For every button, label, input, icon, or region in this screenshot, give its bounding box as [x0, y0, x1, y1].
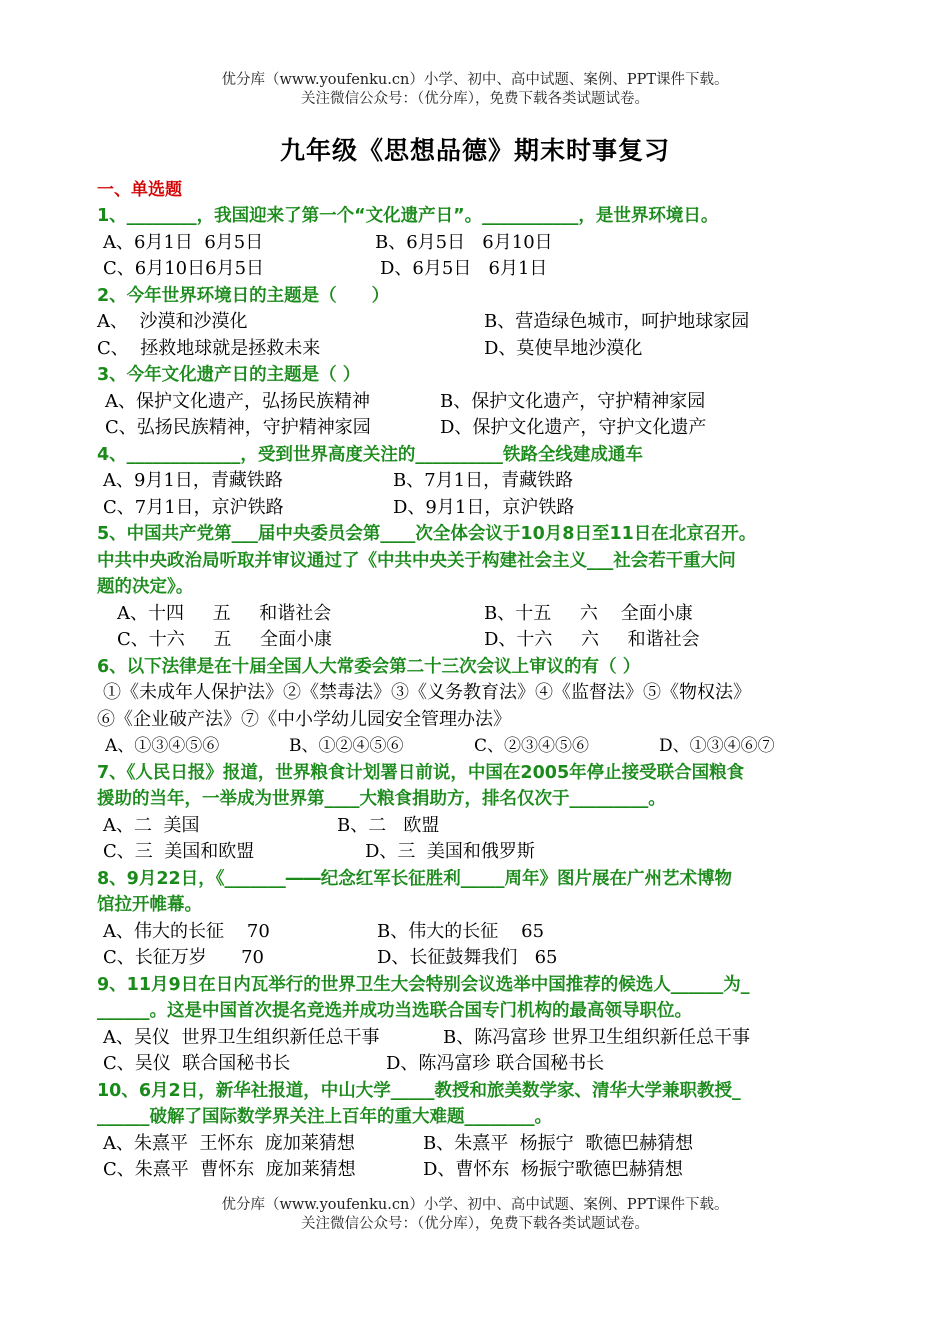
question-stem: 1、________，我国迎来了第一个“文化遗产日”。___________，是世界环境日。 — [97, 206, 719, 226]
question-list — [97, 177, 867, 1184]
option-a: A、十四 五 和谐社会 — [117, 602, 332, 624]
section-heading: 一、单选题 — [97, 180, 182, 200]
question-stem: 6、以下法律是在十届全国人大常委会第二十三次会议上审议的有（ ） — [97, 656, 641, 677]
option-b: B、营造绿色城市，呵护地球家园 — [484, 311, 750, 332]
option-c: C、7月1日，京沪铁路 — [103, 496, 284, 518]
option-c: C、6月10日6月5日 — [103, 258, 265, 279]
option-d: D、莫使旱地沙漠化 — [484, 337, 643, 359]
option-d: D、保护文化遗产，守护文化遗产 — [440, 417, 707, 438]
question-stem: 3、今年文化遗产日的主题是（ ） — [97, 365, 361, 385]
question-5 — [97, 521, 867, 654]
option-a: A、保护文化遗产，弘扬民族精神 — [105, 390, 370, 412]
option-c: C、 拯救地球就是拯救未来 — [97, 337, 321, 359]
question-stem-cont: 题的决定》。 — [97, 577, 194, 597]
option-b: B、伟大的长征 65 — [377, 920, 545, 942]
option-d: D、6月5日 6月1日 — [380, 258, 548, 279]
question-9 — [97, 972, 867, 1078]
question-stem: 8、9月22日，《_______――纪念红军长征胜利_____周年》图片展在广州艺术博物 — [97, 868, 732, 889]
footer-line-1: 优分库（www.youfenku.cn）小学、初中、高中试题、案例、PPT课件下载。 — [221, 1197, 729, 1213]
option-b: B、6月5日 6月10日 — [375, 231, 553, 253]
question-stem-cont: ______破解了国际数学界关注上百年的重大难题________。 — [97, 1107, 552, 1127]
question-4 — [97, 442, 867, 522]
header-line-2: 关注微信公众号：（优分库），免费下载各类试题试卷。 — [301, 91, 649, 107]
option-d: D、十六 六 和谐社会 — [484, 629, 700, 650]
question-stem: 9、11月9日在日内瓦举行的世界卫生大会特别会议选举中国推荐的候选人______为_ — [97, 974, 750, 995]
question-stem: 5、中国共产党第___届中央委员会第____次全体会议于10月8日至11日在北京召开。 — [97, 524, 757, 544]
question-7 — [97, 760, 867, 866]
law-list-line-1: ①《未成年人保护法》②《禁毒法》③《义务教育法》④《监督法》⑤《物权法》 — [103, 682, 751, 703]
question-2 — [97, 283, 867, 363]
option-d: D、①③④⑥⑦ — [659, 736, 775, 756]
option-b: B、7月1日，青藏铁路 — [393, 470, 574, 491]
option-c: C、弘扬民族精神，守护精神家园 — [105, 417, 371, 438]
option-d: D、9月1日，京沪铁路 — [393, 496, 575, 518]
question-stem: 10、6月2日，新华社报道，中山大学_____教授和旅美数学家、清华大学兼职教授_ — [97, 1080, 741, 1101]
question-6 — [97, 654, 867, 760]
header-line-1: 优分库（www.youfenku.cn）小学、初中、高中试题、案例、PPT课件下载。 — [221, 72, 729, 88]
option-c: C、吴仪 联合国秘书长 — [103, 1053, 291, 1074]
option-c: C、朱熹平 曹怀东 庞加莱猜想 — [103, 1159, 356, 1180]
footer-line-2: 关注微信公众号：（优分库），免费下载各类试题试卷。 — [301, 1216, 649, 1232]
option-b: B、陈冯富珍 世界卫生组织新任总干事 — [443, 1026, 750, 1048]
question-stem-cont: 中共中央政治局听取并审议通过了《中共中央关于构建社会主义___社会若干重大问 — [97, 550, 736, 571]
option-a: A、伟大的长征 70 — [103, 920, 270, 942]
question-8 — [97, 866, 867, 972]
option-a: A、 沙漠和沙漠化 — [97, 311, 248, 332]
option-b: B、十五 六 全面小康 — [484, 602, 693, 624]
option-b: B、二 欧盟 — [337, 814, 440, 836]
option-b: B、保护文化遗产，守护精神家园 — [440, 390, 706, 412]
question-stem-cont: ______。这是中国首次提名竞选并成功当选联合国专门机构的最高领导职位。 — [97, 1001, 692, 1021]
option-d: D、三 美国和俄罗斯 — [365, 841, 535, 862]
question-stem-cont: 援助的当年，一举成为世界第____大粮食捐助方，排名仅次于_________。 — [97, 789, 666, 809]
page-header — [0, 71, 950, 109]
law-list-line-2: ⑥《企业破产法》⑦《中小学幼儿园安全管理办法》 — [97, 708, 511, 730]
page-title: 九年级《思想品德》期末时事复习 — [279, 136, 670, 165]
option-a: A、吴仪 世界卫生组织新任总干事 — [103, 1026, 380, 1048]
option-b: B、朱熹平 杨振宁 歌德巴赫猜想 — [423, 1132, 694, 1154]
question-3 — [97, 362, 867, 442]
option-a: A、9月1日，青藏铁路 — [103, 470, 283, 491]
option-b: B、①②④⑤⑥ — [289, 736, 404, 756]
question-stem: 7、《人民日报》报道，世界粮食计划署日前说，中国在2005年停止接受联合国粮食 — [97, 762, 745, 783]
option-c: C、十六 五 全面小康 — [117, 629, 332, 650]
option-c: C、长征万岁 70 — [103, 947, 265, 968]
option-d: D、曹怀东 杨振宁歌德巴赫猜想 — [423, 1159, 683, 1180]
option-d: D、长征鼓舞我们 65 — [377, 947, 558, 968]
option-a: A、二 美国 — [103, 814, 200, 836]
question-stem-cont: 馆拉开帷幕。 — [97, 895, 202, 915]
option-a: A、6月1日 6月5日 — [103, 231, 264, 253]
option-a: A、朱熹平 王怀东 庞加莱猜想 — [103, 1132, 355, 1154]
option-c: C、三 美国和欧盟 — [103, 841, 255, 862]
page-footer — [0, 1196, 950, 1234]
option-d: D、陈冯富珍 联合国秘书长 — [386, 1053, 605, 1074]
option-c: C、②③④⑤⑥ — [474, 736, 590, 756]
option-a: A、①③④⑤⑥ — [105, 736, 220, 756]
question-stem: 4、_____________，受到世界高度关注的__________铁路全线建成通车 — [97, 444, 643, 465]
question-stem: 2、今年世界环境日的主题是（ ） — [97, 285, 390, 306]
question-1 — [97, 203, 867, 283]
question-10 — [97, 1078, 867, 1184]
